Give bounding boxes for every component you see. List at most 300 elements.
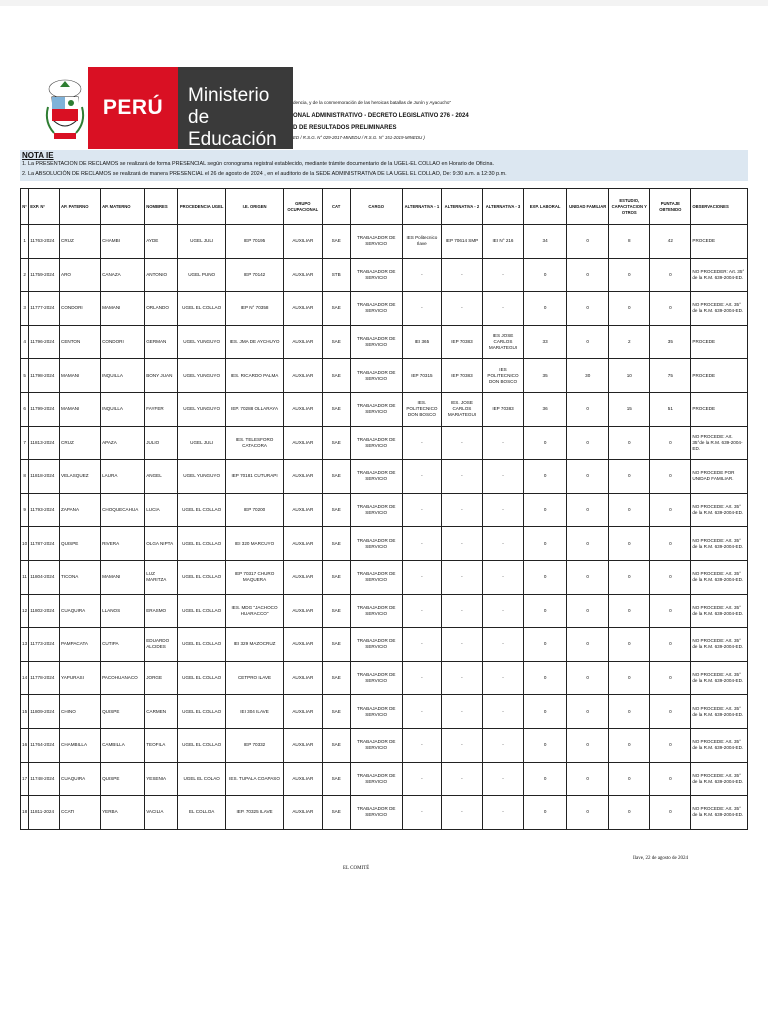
cell-col-alt-2: IEP 70614 SMP xyxy=(441,225,482,259)
cell-col-exp-laboral: 34 xyxy=(524,225,567,259)
cell-col-estudio: 0 xyxy=(609,695,650,729)
cell-col-exp: 11813-2024 xyxy=(29,426,60,460)
cell-col-ap-materno: CANAZA xyxy=(101,258,145,292)
table-row xyxy=(21,460,748,494)
cell-col-nombres: YESENIA xyxy=(145,762,178,796)
cell-col-observaciones: NO PROCEDE: Art. 35° de la R.M. 639-2004-ED. xyxy=(691,762,748,796)
header-col-alt-1: ALTERNATIVA - 1 xyxy=(402,189,441,225)
cell-col-alt-3: - xyxy=(482,460,523,494)
table-row xyxy=(21,359,748,393)
cell-col-exp-laboral: 0 xyxy=(524,258,567,292)
cell-col-ie-origen: IES. MDG "JACHOCO HUARACCO" xyxy=(226,594,284,628)
cell-col-cargo: TRABAJADOR DE SERVICIO xyxy=(350,527,402,561)
cell-col-procedencia: UGEL EL COLLAO xyxy=(178,527,226,561)
cell-col-alt-3: - xyxy=(482,292,523,326)
cell-col-nombres: ANGEL xyxy=(145,460,178,494)
cell-col-estudio: 0 xyxy=(609,426,650,460)
cell-col-ap-materno: MAMANI xyxy=(101,292,145,326)
cell-col-unidad-familiar: 30 xyxy=(567,359,609,393)
cell-col-alt-2: - xyxy=(441,493,482,527)
cell-col-cargo: TRABAJADOR DE SERVICIO xyxy=(350,493,402,527)
cell-col-alt-3: - xyxy=(482,493,523,527)
cell-col-nombres: VACILIA xyxy=(145,796,178,830)
header-col-grupo: GRUPO OCUPACIONAL xyxy=(283,189,322,225)
table-row xyxy=(21,426,748,460)
cell-col-grupo: AUXILIAR xyxy=(283,225,322,259)
cell-col-cat: SAE xyxy=(322,628,350,662)
cell-col-ap-paterno: CHAMBILLA xyxy=(60,728,101,762)
table-row xyxy=(21,325,748,359)
cell-col-alt-1: - xyxy=(402,695,441,729)
cell-col-alt-2: - xyxy=(441,460,482,494)
cell-col-alt-2: - xyxy=(441,292,482,326)
cell-col-alt-1: - xyxy=(402,594,441,628)
cell-col-procedencia: UGEL EL COLLAO xyxy=(178,661,226,695)
cell-col-exp-laboral: 0 xyxy=(524,796,567,830)
header-col-exp-laboral: EXP. LABORAL xyxy=(524,189,567,225)
header-col-estudio: ESTUDIO, CAPACITACION Y OTROS xyxy=(609,189,650,225)
cell-col-exp-laboral: 0 xyxy=(524,460,567,494)
cell-col-cargo: TRABAJADOR DE SERVICIO xyxy=(350,661,402,695)
cell-col-ap-paterno: TICONA xyxy=(60,560,101,594)
cell-col-nombres: GERMAN xyxy=(145,325,178,359)
cell-col-ap-paterno: CUAQUIRA xyxy=(60,762,101,796)
cell-col-cargo: TRABAJADOR DE SERVICIO xyxy=(350,292,402,326)
cell-col-n: 9 xyxy=(21,493,29,527)
table-body xyxy=(21,225,748,830)
cell-col-ap-materno: CAMBILLA xyxy=(101,728,145,762)
cell-col-n: 10 xyxy=(21,527,29,561)
cell-col-estudio: 0 xyxy=(609,527,650,561)
cell-col-unidad-familiar: 0 xyxy=(567,225,609,259)
cell-col-grupo: AUXILIAR xyxy=(283,628,322,662)
cell-col-estudio: 0 xyxy=(609,460,650,494)
cell-col-ap-materno: INQUILLA xyxy=(101,392,145,426)
cell-col-n: 15 xyxy=(21,695,29,729)
table-row xyxy=(21,560,748,594)
cell-col-n: 7 xyxy=(21,426,29,460)
cell-col-puntaje: 35 xyxy=(650,325,691,359)
cell-col-grupo: AUXILIAR xyxy=(283,426,322,460)
cell-col-ap-materno: LLANOS xyxy=(101,594,145,628)
cell-col-nombres: OLGA NIPTA xyxy=(145,527,178,561)
cell-col-puntaje: 0 xyxy=(650,460,691,494)
cell-col-alt-3: - xyxy=(482,728,523,762)
cell-col-alt-1: - xyxy=(402,661,441,695)
cell-col-unidad-familiar: 0 xyxy=(567,796,609,830)
cell-col-alt-3: IES JOSE CARLOS MARIATEGUI xyxy=(482,325,523,359)
header-col-alt-2: ALTERNATIVA - 2 xyxy=(441,189,482,225)
cell-col-alt-2: - xyxy=(441,796,482,830)
cell-col-puntaje: 0 xyxy=(650,560,691,594)
cell-col-unidad-familiar: 0 xyxy=(567,661,609,695)
cell-col-n: 14 xyxy=(21,661,29,695)
cell-col-puntaje: 0 xyxy=(650,594,691,628)
table-row xyxy=(21,292,748,326)
cell-col-nombres: BONY JUAN xyxy=(145,359,178,393)
cell-col-exp-laboral: 35 xyxy=(524,359,567,393)
cell-col-n: 2 xyxy=(21,258,29,292)
cell-col-alt-3: - xyxy=(482,661,523,695)
cell-col-observaciones: NO PROCEDE: Art. 35°de la R.M. 639-2004-ED. xyxy=(691,426,748,460)
cell-col-ie-origen: IEI 320 MARCUYO xyxy=(226,527,284,561)
footer-date: Ilave, 22 de agosto de 2024 xyxy=(633,856,688,861)
note-item-2: 2. La ABSOLUCIÓN DE RECLAMOS se realizará de manera PRESENCIAL el 26 de agosto de 2024 , en el auditorio de la SEDE ADMINISTRATIVA DE LA UGEL EL COLLAO, De: 9:30 a.m. a 12:30 p.m. xyxy=(22,171,507,177)
cell-col-estudio: 8 xyxy=(609,225,650,259)
cell-col-alt-1: - xyxy=(402,762,441,796)
cell-col-ap-paterno: ARO xyxy=(60,258,101,292)
cell-col-cat: SAE xyxy=(322,225,350,259)
heading-process-title: ONAL ADMINISTRATIVO - DECRETO LEGISLATIVO 276 - 2024 xyxy=(293,113,469,119)
cell-col-ap-materno: YERBA xyxy=(101,796,145,830)
cell-col-unidad-familiar: 0 xyxy=(567,325,609,359)
cell-col-exp: 11793-2024 xyxy=(29,493,60,527)
header-col-n: N° xyxy=(21,189,29,225)
cell-col-ie-origen: IEP 70317 CHURO MAQUERA xyxy=(226,560,284,594)
cell-col-exp-laboral: 0 xyxy=(524,292,567,326)
cell-col-grupo: AUXILIAR xyxy=(283,661,322,695)
cell-col-ie-origen: IEP 70195 xyxy=(226,225,284,259)
cell-col-n: 6 xyxy=(21,392,29,426)
header-col-ie-origen: I.E. ORIGEN xyxy=(226,189,284,225)
cell-col-exp: 11763-2024 xyxy=(29,225,60,259)
cell-col-unidad-familiar: 0 xyxy=(567,426,609,460)
cell-col-exp-laboral: 0 xyxy=(524,661,567,695)
cell-col-nombres: ANTONIO xyxy=(145,258,178,292)
cell-col-grupo: AUXILIAR xyxy=(283,392,322,426)
cell-col-estudio: 2 xyxy=(609,325,650,359)
cell-col-exp: 11787-2024 xyxy=(29,527,60,561)
cell-col-puntaje: 51 xyxy=(650,392,691,426)
cell-col-ap-materno: QUISPE xyxy=(101,695,145,729)
cell-col-unidad-familiar: 0 xyxy=(567,762,609,796)
cell-col-cat: SAE xyxy=(322,594,350,628)
table-row xyxy=(21,493,748,527)
cell-col-alt-3: IES POLITECNICO DON BOSCO xyxy=(482,359,523,393)
cell-col-alt-2: IEP 70383 xyxy=(441,359,482,393)
cell-col-cargo: TRABAJADOR DE SERVICIO xyxy=(350,796,402,830)
cell-col-exp-laboral: 0 xyxy=(524,426,567,460)
header-col-ap-materno: AP. MATERNO xyxy=(101,189,145,225)
cell-col-alt-2: - xyxy=(441,527,482,561)
table-row xyxy=(21,695,748,729)
cell-col-exp: 11799-2024 xyxy=(29,392,60,426)
cell-col-nombres: JORGE xyxy=(145,661,178,695)
ministry-line-2: de Educación xyxy=(188,107,277,150)
cell-col-cat: SAE xyxy=(322,426,350,460)
cell-col-exp: 11811-2024 xyxy=(29,796,60,830)
cell-col-alt-1: - xyxy=(402,426,441,460)
cell-col-nombres: LUZ MARITZA xyxy=(145,560,178,594)
cell-col-ap-materno: MAMANI xyxy=(101,560,145,594)
cell-col-grupo: AUXILIAR xyxy=(283,460,322,494)
cell-col-alt-3: - xyxy=(482,594,523,628)
footer-committee: EL COMITÉ xyxy=(343,866,370,871)
cell-col-n: 11 xyxy=(21,560,29,594)
cell-col-alt-1: IES. POLITECNICO DON BOSCO xyxy=(402,392,441,426)
cell-col-cargo: TRABAJADOR DE SERVICIO xyxy=(350,460,402,494)
cell-col-ap-materno: RIVERA xyxy=(101,527,145,561)
cell-col-observaciones: PROCEDE xyxy=(691,225,748,259)
cell-col-ie-origen: CETPRO ILAVE xyxy=(226,661,284,695)
cell-col-cargo: TRABAJADOR DE SERVICIO xyxy=(350,225,402,259)
table-row xyxy=(21,762,748,796)
cell-col-estudio: 0 xyxy=(609,594,650,628)
cell-col-grupo: AUXILIAR xyxy=(283,527,322,561)
cell-col-cargo: TRABAJADOR DE SERVICIO xyxy=(350,728,402,762)
heading-year-line: dencia, y de la conmemoración de las heroicas batallas de Junín y Ayacucho" xyxy=(293,100,452,105)
cell-col-cat: SAE xyxy=(322,728,350,762)
cell-col-observaciones: NO PROCEDE: Art. 35° de la R.M. 639-2004-ED. xyxy=(691,796,748,830)
table-row xyxy=(21,594,748,628)
cell-col-estudio: 0 xyxy=(609,728,650,762)
cell-col-unidad-familiar: 0 xyxy=(567,392,609,426)
cell-col-cat: SAE xyxy=(322,796,350,830)
cell-col-cargo: TRABAJADOR DE SERVICIO xyxy=(350,762,402,796)
cell-col-cargo: TRABAJADOR DE SERVICIO xyxy=(350,628,402,662)
cell-col-alt-1: - xyxy=(402,493,441,527)
cell-col-cat: SAE xyxy=(322,359,350,393)
cell-col-observaciones: NO PROCEDE: Art. 35° de la R.M. 639-2004-ED. xyxy=(691,728,748,762)
cell-col-ap-paterno: MAMANI xyxy=(60,359,101,393)
cell-col-exp: 11818-2024 xyxy=(29,460,60,494)
cell-col-n: 12 xyxy=(21,594,29,628)
cell-col-unidad-familiar: 0 xyxy=(567,695,609,729)
cell-col-exp-laboral: 0 xyxy=(524,527,567,561)
cell-col-alt-1: - xyxy=(402,292,441,326)
cell-col-observaciones: NO PROCEDE: Art. 35° de la R.M. 639-2004-ED. xyxy=(691,661,748,695)
cell-col-alt-2: - xyxy=(441,661,482,695)
cell-col-unidad-familiar: 0 xyxy=(567,292,609,326)
cell-col-cat: SAE xyxy=(322,292,350,326)
cell-col-cargo: TRABAJADOR DE SERVICIO xyxy=(350,258,402,292)
cell-col-n: 4 xyxy=(21,325,29,359)
cell-col-puntaje: 0 xyxy=(650,728,691,762)
cell-col-puntaje: 0 xyxy=(650,527,691,561)
cell-col-alt-1: IEP 70315 xyxy=(402,359,441,393)
cell-col-cargo: TRABAJADOR DE SERVICIO xyxy=(350,359,402,393)
cell-col-observaciones: NO PROCEDE: Art. 35° de la R.M. 639-2004-ED. xyxy=(691,695,748,729)
cell-col-ap-paterno: VELASQUEZ xyxy=(60,460,101,494)
table-row xyxy=(21,527,748,561)
cell-col-ie-origen: IES. RICARDO PALMA xyxy=(226,359,284,393)
cell-col-procedencia: EL COLLOA xyxy=(178,796,226,830)
header-col-ap-paterno: AP. PATERNO xyxy=(60,189,101,225)
peru-coat-of-arms-icon xyxy=(42,67,88,149)
cell-col-exp-laboral: 0 xyxy=(524,762,567,796)
cell-col-n: 5 xyxy=(21,359,29,393)
cell-col-puntaje: 0 xyxy=(650,258,691,292)
cell-col-observaciones: NO PROCEDE: Art. 35° de la R.M. 639-2004-ED. xyxy=(691,560,748,594)
cell-col-n: 1 xyxy=(21,225,29,259)
cell-col-n: 13 xyxy=(21,628,29,662)
cell-col-procedencia: UGEL YUNGUYO xyxy=(178,325,226,359)
cell-col-exp: 11777-2024 xyxy=(29,292,60,326)
cell-col-ie-origen: IEI 329 MAZOCRUZ xyxy=(226,628,284,662)
cell-col-alt-3: - xyxy=(482,258,523,292)
cell-col-cat: SAE xyxy=(322,460,350,494)
header-col-cat: CAT xyxy=(322,189,350,225)
note-title: NOTA IE xyxy=(22,151,54,160)
cell-col-exp-laboral: 33 xyxy=(524,325,567,359)
cell-col-nombres: ORLANDO xyxy=(145,292,178,326)
cell-col-alt-2: - xyxy=(441,560,482,594)
cell-col-cat: SAE xyxy=(322,527,350,561)
cell-col-exp: 11759-2024 xyxy=(29,258,60,292)
cell-col-estudio: 0 xyxy=(609,493,650,527)
ministry-line-1: Ministerio xyxy=(188,85,270,106)
cell-col-cat: SAE xyxy=(322,695,350,729)
cell-col-exp-laboral: 0 xyxy=(524,560,567,594)
cell-col-observaciones: NO PROCEDE: Art. 35° de la R.M. 639-2004-ED. xyxy=(691,527,748,561)
heading-legal-basis: ED / R.S.G. N° 029-2017-MINEDU / R.S.G. N° 151-2019-MINEDU ) xyxy=(293,135,425,140)
cell-col-n: 18 xyxy=(21,796,29,830)
header-col-exp: EXP. N° xyxy=(29,189,60,225)
cell-col-n: 3 xyxy=(21,292,29,326)
cell-col-nombres: JULIO xyxy=(145,426,178,460)
cell-col-puntaje: 0 xyxy=(650,762,691,796)
table-row xyxy=(21,796,748,830)
cell-col-observaciones: PROCEDE xyxy=(691,359,748,393)
cell-col-ap-paterno: MAMANI xyxy=(60,392,101,426)
cell-col-procedencia: UGEL YUNGUYO xyxy=(178,359,226,393)
cell-col-estudio: 0 xyxy=(609,796,650,830)
cell-col-nombres: LUCIA xyxy=(145,493,178,527)
cell-col-cargo: TRABAJADOR DE SERVICIO xyxy=(350,325,402,359)
cell-col-ap-paterno: YAPURASI xyxy=(60,661,101,695)
cell-col-puntaje: 0 xyxy=(650,796,691,830)
cell-col-grupo: AUXILIAR xyxy=(283,493,322,527)
cell-col-ap-paterno: ZAPANA xyxy=(60,493,101,527)
results-table xyxy=(20,188,748,830)
cell-col-alt-3: - xyxy=(482,426,523,460)
cell-col-observaciones: NO PROCEDER: Art. 35° de la R.M. 639-2004-ED. xyxy=(691,258,748,292)
heading-results-title: D DE RESULTADOS PRELIMINARES xyxy=(293,125,397,131)
header-col-cargo: CARGO xyxy=(350,189,402,225)
cell-col-observaciones: PROCEDE xyxy=(691,325,748,359)
cell-col-exp: 11796-2024 xyxy=(29,325,60,359)
cell-col-cargo: TRABAJADOR DE SERVICIO xyxy=(350,426,402,460)
cell-col-cargo: TRABAJADOR DE SERVICIO xyxy=(350,392,402,426)
cell-col-cat: SAE xyxy=(322,661,350,695)
cell-col-n: 16 xyxy=(21,728,29,762)
table-row xyxy=(21,258,748,292)
cell-col-alt-2: - xyxy=(441,628,482,662)
cell-col-procedencia: UGEL JULI xyxy=(178,426,226,460)
cell-col-alt-2: IES. JOSE CARLOS MARIATEGUI xyxy=(441,392,482,426)
cell-col-unidad-familiar: 0 xyxy=(567,493,609,527)
cell-col-alt-2: - xyxy=(441,762,482,796)
cell-col-ie-origen: IES. TELESFORO CATACORA xyxy=(226,426,284,460)
cell-col-grupo: AUXILIAR xyxy=(283,292,322,326)
header-col-procedencia: PROCEDENCIA UGEL xyxy=(178,189,226,225)
cell-col-ap-materno: CHOQUECAHUA xyxy=(101,493,145,527)
cell-col-estudio: 0 xyxy=(609,560,650,594)
cell-col-ap-materno: LAURA xyxy=(101,460,145,494)
cell-col-procedencia: UGEL EL COLLAO xyxy=(178,292,226,326)
cell-col-puntaje: 0 xyxy=(650,695,691,729)
cell-col-cat: SAE xyxy=(322,762,350,796)
cell-col-alt-1: - xyxy=(402,258,441,292)
cell-col-exp: 11748-2024 xyxy=(29,762,60,796)
cell-col-procedencia: UGEL YUNGUYO xyxy=(178,392,226,426)
cell-col-observaciones: NO PROCEDE: Art. 35° de la R.M. 639-2004-ED. xyxy=(691,292,748,326)
cell-col-exp: 11802-2024 xyxy=(29,594,60,628)
cell-col-alt-2: - xyxy=(441,695,482,729)
cell-col-exp-laboral: 0 xyxy=(524,728,567,762)
cell-col-ap-materno: CONDORI xyxy=(101,325,145,359)
cell-col-procedencia: UGEL EL COLLAO xyxy=(178,594,226,628)
cell-col-estudio: 0 xyxy=(609,258,650,292)
cell-col-ap-materno: CUTIPA xyxy=(101,628,145,662)
ministry-name xyxy=(178,67,293,149)
cell-col-ap-paterno: CRUZ xyxy=(60,225,101,259)
cell-col-unidad-familiar: 0 xyxy=(567,594,609,628)
peru-label: PERÚ xyxy=(88,67,178,149)
table-header-row xyxy=(21,189,748,225)
cell-col-unidad-familiar: 0 xyxy=(567,527,609,561)
cell-col-alt-2: - xyxy=(441,426,482,460)
cell-col-ap-materno: INQUILLA xyxy=(101,359,145,393)
cell-col-procedencia: UGEL PUNO xyxy=(178,258,226,292)
cell-col-nombres: CARMEN xyxy=(145,695,178,729)
cell-col-procedencia: UGEL EL COLLAO xyxy=(178,493,226,527)
cell-col-observaciones: NO PROCEDE: Art. 35° de la R.M. 639-2004-ED. xyxy=(691,493,748,527)
cell-col-ap-paterno: CENTON xyxy=(60,325,101,359)
cell-col-cat: SAE xyxy=(322,493,350,527)
cell-col-nombres: ERASMO xyxy=(145,594,178,628)
cell-col-grupo: AUXILIAR xyxy=(283,796,322,830)
cell-col-ie-origen: IES. TUPALA COAPASO xyxy=(226,762,284,796)
cell-col-puntaje: 0 xyxy=(650,661,691,695)
cell-col-exp-laboral: 0 xyxy=(524,493,567,527)
note-item-1: 1. La PRESENTACION DE RECLAMOS se realizará de forma PRESENCIAL según cronograma registral establecido, mediante trámite documentario de la UGEL-EL COLLAO en Horario de Oficina. xyxy=(22,161,494,167)
cell-col-estudio: 0 xyxy=(609,292,650,326)
cell-col-ie-origen: IEP 70332 xyxy=(226,728,284,762)
cell-col-alt-2: IEP 70383 xyxy=(441,325,482,359)
cell-col-ie-origen: IEI 304 ILAVE xyxy=(226,695,284,729)
cell-col-ap-materno: APAZA xyxy=(101,426,145,460)
cell-col-unidad-familiar: 0 xyxy=(567,258,609,292)
cell-col-nombres: TEOFILA xyxy=(145,728,178,762)
cell-col-estudio: 10 xyxy=(609,359,650,393)
cell-col-nombres: FAYFER xyxy=(145,392,178,426)
cell-col-ap-paterno: CHINO xyxy=(60,695,101,729)
cell-col-ie-origen: IEP. 70325 ILAVE xyxy=(226,796,284,830)
cell-col-unidad-familiar: 0 xyxy=(567,728,609,762)
cell-col-observaciones: PROCEDE xyxy=(691,392,748,426)
cell-col-alt-1: - xyxy=(402,728,441,762)
cell-col-alt-2: - xyxy=(441,594,482,628)
cell-col-cargo: TRABAJADOR DE SERVICIO xyxy=(350,560,402,594)
cell-col-grupo: AUXILIAR xyxy=(283,728,322,762)
cell-col-alt-3: - xyxy=(482,628,523,662)
cell-col-alt-2: - xyxy=(441,258,482,292)
cell-col-estudio: 0 xyxy=(609,628,650,662)
cell-col-estudio: 0 xyxy=(609,762,650,796)
cell-col-puntaje: 75 xyxy=(650,359,691,393)
header-col-alt-3: ALTERNATIVA - 3 xyxy=(482,189,523,225)
cell-col-alt-3: IEI N° 216 xyxy=(482,225,523,259)
cell-col-ie-origen: IES. JMA DE AYCHUYO xyxy=(226,325,284,359)
cell-col-cat: STB xyxy=(322,258,350,292)
cell-col-puntaje: 42 xyxy=(650,225,691,259)
cell-col-unidad-familiar: 0 xyxy=(567,560,609,594)
cell-col-alt-1: - xyxy=(402,460,441,494)
table-row xyxy=(21,661,748,695)
cell-col-ap-materno: CHAMBI xyxy=(101,225,145,259)
table-row xyxy=(21,628,748,662)
